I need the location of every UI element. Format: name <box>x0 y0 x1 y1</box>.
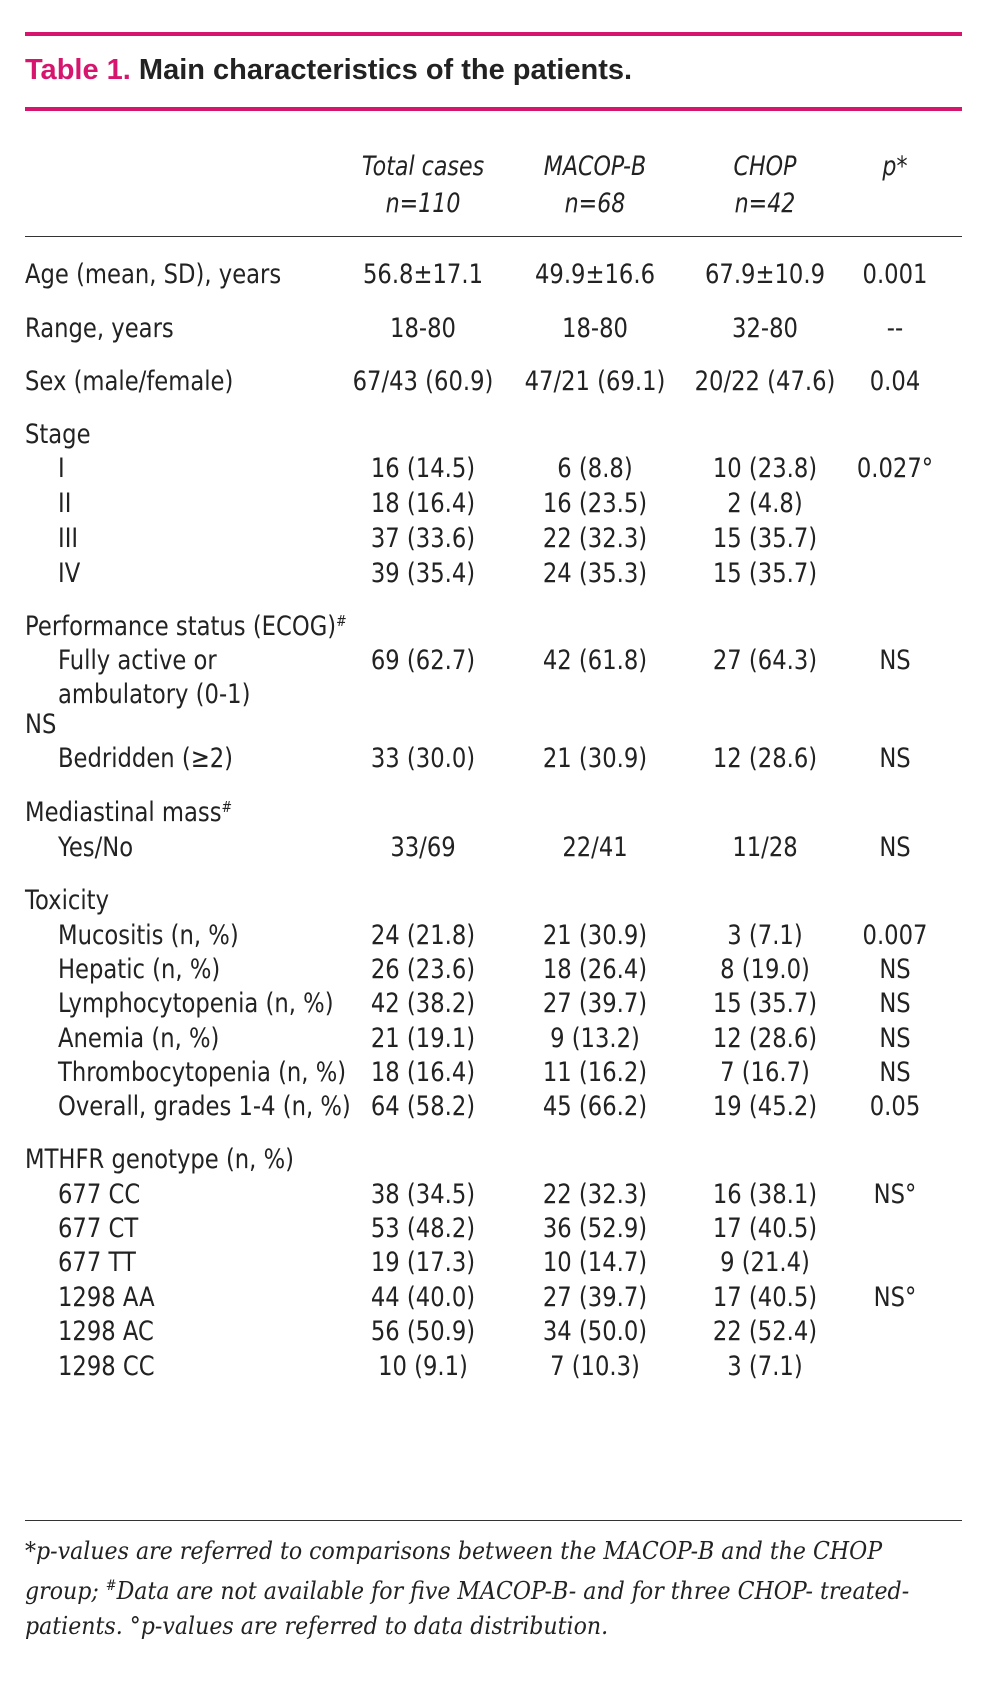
cell-macop: 27 (39.7) <box>542 988 648 1019</box>
cell-macop: 18 (26.4) <box>542 954 648 985</box>
cell-macop: 49.9±16.6 <box>534 259 655 290</box>
cell-p: -- <box>886 313 904 344</box>
cell-macop: 22 (32.3) <box>542 1179 648 1210</box>
cell-total: 38 (34.5) <box>370 1179 476 1210</box>
cell-total: 19 (17.3) <box>370 1247 476 1278</box>
cell-total: 10 (9.1) <box>378 1351 468 1382</box>
row-label: 677 TT <box>58 1247 136 1278</box>
cell-p: 0.04 <box>869 366 921 397</box>
cell-total: 18 (16.4) <box>370 1057 476 1088</box>
row-label: II <box>58 488 72 519</box>
cell-p: 0.007 <box>862 920 928 951</box>
stray-ns-label: NS <box>25 709 57 740</box>
cell-macop: 47/21 (69.1) <box>524 366 666 397</box>
cell-total: 53 (48.2) <box>370 1213 476 1244</box>
cell-chop: 15 (35.7) <box>712 523 818 554</box>
cell-macop: 7 (10.3) <box>550 1351 640 1382</box>
row-label: III <box>58 523 79 554</box>
cell-total: 26 (23.6) <box>370 954 476 985</box>
table-number: Table 1. <box>25 54 131 86</box>
cell-chop: 17 (40.5) <box>712 1282 818 1313</box>
cell-total: 44 (40.0) <box>370 1282 476 1313</box>
header-p: p* <box>882 151 908 182</box>
row-label: Mucositis (n, %) <box>58 920 239 951</box>
cell-total: 18-80 <box>390 313 456 344</box>
cell-p: NS <box>879 954 911 985</box>
cell-total: 24 (21.8) <box>370 920 476 951</box>
header-macop: MACOP-B n=68 <box>543 151 647 219</box>
cell-total: 16 (14.5) <box>370 453 476 484</box>
cell-p: 0.001 <box>862 259 928 290</box>
row-label: IV <box>58 558 81 589</box>
cell-chop: 22 (52.4) <box>712 1316 818 1347</box>
footnote-mark: # <box>221 798 233 816</box>
cell-macop: 22/41 <box>562 832 628 863</box>
cell-macop: 16 (23.5) <box>542 488 648 519</box>
section-heading-mediastinal: Mediastinal mass# <box>25 797 233 828</box>
caption-rule <box>25 107 962 111</box>
cell-chop: 27 (64.3) <box>712 645 818 676</box>
section-heading-mthfr: MTHFR genotype (n, %) <box>25 1144 295 1175</box>
cell-chop: 15 (35.7) <box>712 988 818 1019</box>
cell-macop: 34 (50.0) <box>542 1316 648 1347</box>
cell-chop: 9 (21.4) <box>720 1247 810 1278</box>
cell-chop: 15 (35.7) <box>712 558 818 589</box>
cell-total: 56 (50.9) <box>370 1316 476 1347</box>
cell-p: NS° <box>873 1282 917 1313</box>
row-label: Anemia (n, %) <box>58 1023 220 1054</box>
header-rule <box>25 236 962 237</box>
row-label: Range, years <box>25 313 174 344</box>
cell-macop: 21 (30.9) <box>542 743 648 774</box>
row-label: Sex (male/female) <box>25 366 234 397</box>
cell-macop: 9 (13.2) <box>550 1023 640 1054</box>
cell-total: 67/43 (60.9) <box>352 366 494 397</box>
cell-chop: 17 (40.5) <box>712 1213 818 1244</box>
cell-total: 56.8±17.1 <box>362 259 483 290</box>
cell-p: NS <box>879 1023 911 1054</box>
cell-p: NS <box>879 832 911 863</box>
cell-macop: 45 (66.2) <box>542 1091 648 1122</box>
cell-total: 33 (30.0) <box>370 743 476 774</box>
cell-chop: 7 (16.7) <box>720 1057 810 1088</box>
cell-p: 0.027° <box>856 453 934 484</box>
cell-macop: 42 (61.8) <box>542 645 648 676</box>
header-chop: CHOP n=42 <box>733 151 797 219</box>
cell-chop: 11/28 <box>732 832 798 863</box>
table-caption <box>25 54 632 87</box>
cell-total: 42 (38.2) <box>370 988 476 1019</box>
cell-total: 33/69 <box>390 832 456 863</box>
cell-macop: 24 (35.3) <box>542 558 648 589</box>
row-label: 1298 AC <box>58 1316 154 1347</box>
cell-total: 18 (16.4) <box>370 488 476 519</box>
cell-p: NS° <box>873 1179 917 1210</box>
cell-macop: 21 (30.9) <box>542 920 648 951</box>
cell-macop: 10 (14.7) <box>542 1247 648 1278</box>
top-rule <box>25 32 962 36</box>
row-label: Age (mean, SD), years <box>25 259 282 290</box>
table-title: Main characteristics of the patients. <box>138 54 633 86</box>
row-label: 677 CT <box>58 1213 139 1244</box>
cell-p: NS <box>879 1057 911 1088</box>
row-label-continued: ambulatory (0-1) <box>58 679 251 710</box>
cell-chop: 20/22 (47.6) <box>694 366 836 397</box>
section-heading-stage: Stage <box>25 419 91 450</box>
cell-macop: 6 (8.8) <box>557 453 633 484</box>
cell-macop: 22 (32.3) <box>542 523 648 554</box>
footnote-mark: # <box>336 612 347 630</box>
row-label: Fully active or <box>58 645 217 676</box>
cell-chop: 3 (7.1) <box>727 920 803 951</box>
cell-chop: 32-80 <box>732 313 798 344</box>
cell-chop: 19 (45.2) <box>712 1091 818 1122</box>
cell-chop: 2 (4.8) <box>727 488 803 519</box>
cell-total: 21 (19.1) <box>370 1023 476 1054</box>
cell-total: 39 (35.4) <box>370 558 476 589</box>
cell-total: 64 (58.2) <box>370 1091 476 1122</box>
cell-total: 69 (62.7) <box>370 645 476 676</box>
cell-chop: 67.9±10.9 <box>704 259 825 290</box>
cell-chop: 3 (7.1) <box>727 1351 803 1382</box>
row-label: Lymphocytopenia (n, %) <box>58 988 334 1019</box>
row-label: Hepatic (n, %) <box>58 954 221 985</box>
section-heading-toxicity: Toxicity <box>25 885 109 916</box>
cell-p: 0.05 <box>869 1091 921 1122</box>
row-label: Bedridden (≥2) <box>58 743 233 774</box>
bottom-rule <box>25 1520 962 1521</box>
cell-chop: 12 (28.6) <box>712 743 818 774</box>
cell-macop: 11 (16.2) <box>542 1057 648 1088</box>
section-heading-performance: Performance status (ECOG)# <box>25 611 347 642</box>
row-label: Yes/No <box>58 832 134 863</box>
cell-chop: 12 (28.6) <box>712 1023 818 1054</box>
row-label: 677 CC <box>58 1179 141 1210</box>
cell-macop: 27 (39.7) <box>542 1282 648 1313</box>
cell-p: NS <box>879 743 911 774</box>
row-label: Overall, grades 1-4 (n, %) <box>58 1091 351 1122</box>
cell-chop: 10 (23.8) <box>712 453 818 484</box>
row-label: 1298 AA <box>58 1282 155 1313</box>
cell-p: NS <box>879 645 911 676</box>
row-label: Thrombocytopenia (n, %) <box>58 1057 347 1088</box>
table-footnote: *p-values are referred to comparisons between the MACOP-B and the CHOP group; #Data are not available for five MACOP-B- and for three CHOP- treated- patients. °p-values are referred to data distribution. <box>25 1537 910 1640</box>
row-label: 1298 CC <box>58 1351 155 1382</box>
cell-chop: 16 (38.1) <box>712 1179 818 1210</box>
cell-chop: 8 (19.0) <box>720 954 810 985</box>
row-label: I <box>58 453 65 484</box>
cell-total: 37 (33.6) <box>370 523 476 554</box>
cell-p: NS <box>879 988 911 1019</box>
header-total: Total cases n=110 <box>361 151 485 219</box>
footnote-mark: # <box>105 1578 117 1594</box>
cell-macop: 36 (52.9) <box>542 1213 648 1244</box>
cell-macop: 18-80 <box>562 313 628 344</box>
